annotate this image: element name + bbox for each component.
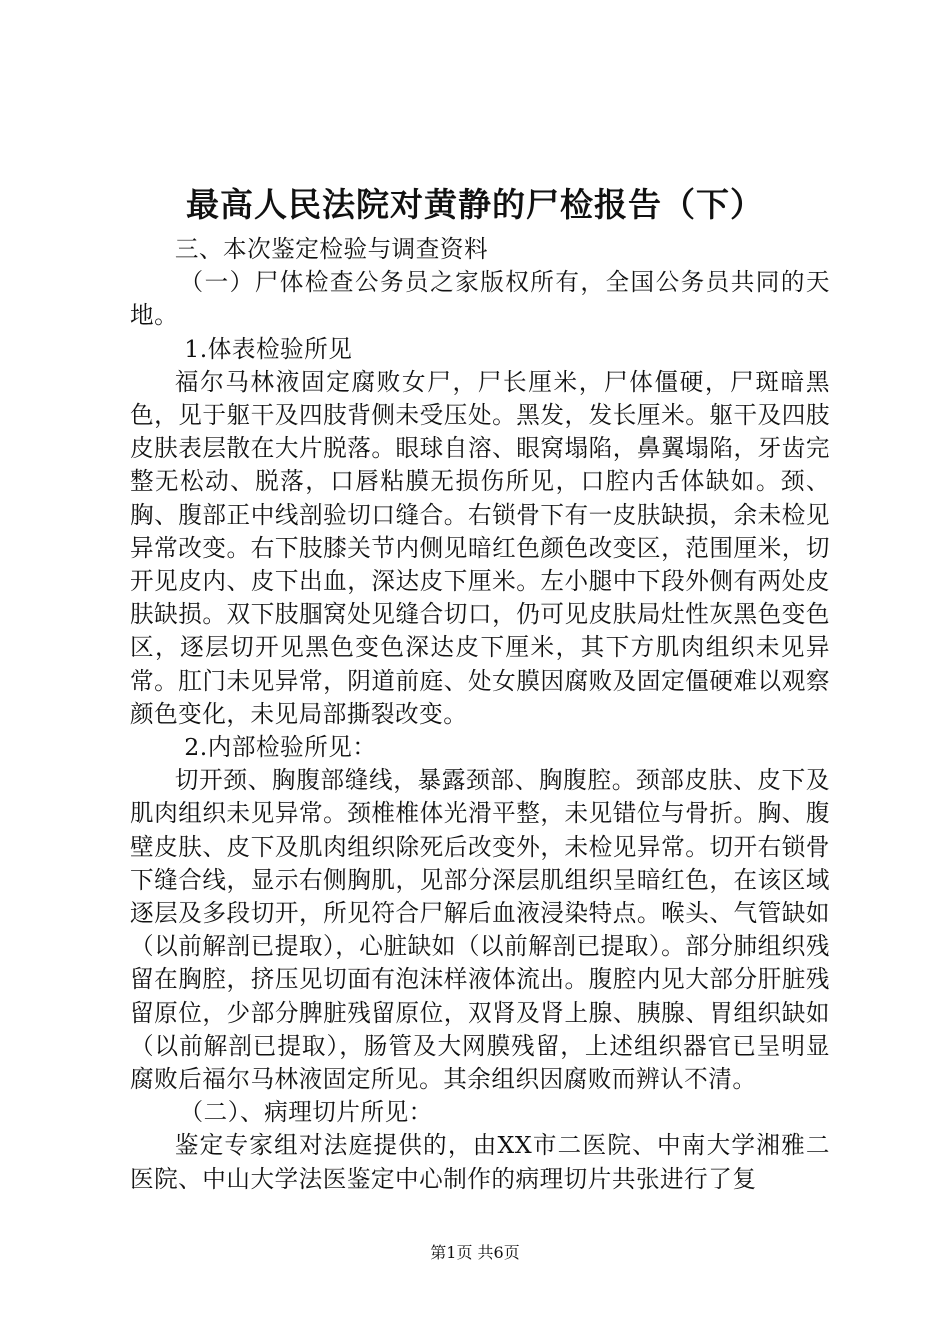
body-paragraph: 鉴定专家组对法庭提供的，由XX市二医院、中南大学湘雅二医院、中山大学法医鉴定中心制作的病理切片共张进行了复 [130,1131,830,1193]
document-body [130,233,830,1196]
body-paragraph: 福尔马林液固定腐败女尸，尸长厘米，尸体僵硬，尸斑暗黑色，见于躯干及四肢背侧未受压处。黑发，发长厘米。躯干及四肢皮肤表层散在大片脱落。眼球自溶、眼窝塌陷，鼻翼塌陷，牙齿完整无松动、脱落，口唇粘膜无损伤所见，口腔内舌体缺如。颈、胸、腹部正中线剖验切口缝合。右锁骨下有一皮肤缺损，余未检见异常改变。右下肢膝关节内侧见暗红色颜色改变区，范围厘米，切开见皮内、皮下出血，深达皮下厘米。左小腿中下段外侧有两处皮肤缺损。双下肢腘窝处见缝合切口，仍可见皮肤局灶性灰黑色变色区，逐层切开见黑色变色深达皮下厘米，其下方肌肉组织未见异常。肛门未见异常，阴道前庭、处女膜因腐败及固定僵硬难以观察颜色变化，未见局部撕裂改变。 [130,367,830,728]
section-heading: 三、本次鉴定检验与调查资料 [174,235,489,263]
page-indicator: 第1页 共6页 [430,1243,520,1262]
body-paragraph: 切开颈、胸腹部缝线，暴露颈部、胸腹腔。颈部皮肤、皮下及肌肉组织未见异常。颈椎椎体光滑平整，未见错位与骨折。胸、腹壁皮肤、皮下及肌肉组织除死后改变外，未检见异常。切开右锁骨下缝合线，显示右侧胸肌，见部分深层肌组织呈暗红色，在该区域逐层及多段切开，所见符合尸解后血液浸染特点。喉头、气管缺如（以前解剖已提取），心脏缺如（以前解剖已提取）。部分肺组织残留在胸腔，挤压见切面有泡沫样液体流出。腹腔内见大部分肝脏残留原位，少部分脾脏残留原位，双肾及肾上腺、胰腺、胃组织缺如（以前解剖已提取），肠管及大网膜残留，上述组织器官已呈明显腐败后福尔马林液固定所见。其余组织因腐败而辨认不清。 [130,766,830,1094]
item-heading: 1.体表检验所见 [184,334,353,363]
subsection-heading: （二）、病理切片所见： [179,1098,433,1127]
subsection-heading: （一）尸体检查公务员之家版权所有，全国公务员共同的天地。 [130,268,830,330]
item-heading: 2.内部检验所见： [184,733,377,762]
document-title: 最高人民法院对黄静的尸检报告（下） [186,185,764,224]
